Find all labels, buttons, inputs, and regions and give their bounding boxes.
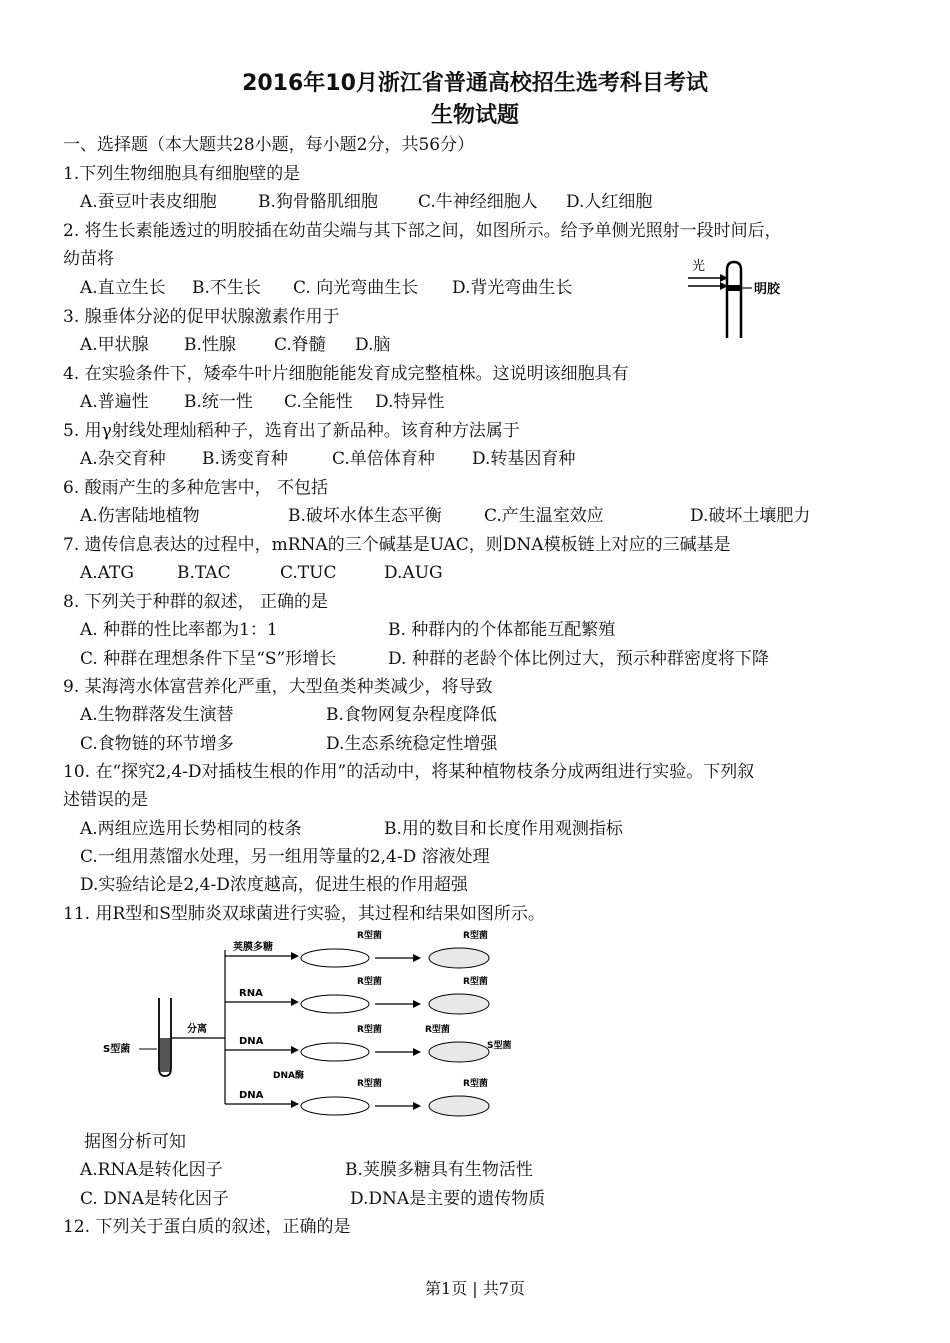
q8-stem: 8. 下列关于种群的叙述， 正确的是 — [63, 592, 329, 612]
q6-option-a: A.伤害陆地植物 — [80, 506, 200, 526]
q2-option-c: C. 向光弯曲生长 — [293, 278, 419, 298]
q10-option-c: C.一组用蒸馏水处理，另一组用等量的2,4-D 溶液处理 — [80, 847, 490, 867]
q5-stem: 5. 用γ射线处理灿稻种子，选育出了新品种。该育种方法属于 — [63, 421, 520, 441]
tube-sediment — [160, 1038, 170, 1072]
plate-3 — [301, 1043, 369, 1061]
result-plate-3 — [429, 1042, 489, 1062]
q11-stem: 11. 用R型和S型肺炎双球菌进行实验，其过程和结果如图所示。 — [63, 904, 545, 924]
q7-option-c: C.TUC — [280, 563, 337, 583]
gelatin-label: 明胶 — [754, 282, 781, 297]
arrow-tip-1 — [413, 954, 421, 962]
q8-option-b: B. 种群内的个体都能互配繁殖 — [388, 620, 616, 640]
branch-arrow-4 — [291, 1100, 299, 1108]
q3-option-c: C.脊髓 — [274, 335, 326, 355]
q10-option-a: A.两组应选用长势相同的枝条 — [80, 819, 302, 839]
branch-arrow-1 — [291, 952, 299, 960]
q9-option-d: D.生态系统稳定性增强 — [326, 734, 498, 754]
r-bac-1b: R型菌 — [463, 931, 488, 941]
q9-option-c: C.食物链的环节增多 — [80, 734, 234, 754]
q9-option-b: B.食物网复杂程度降低 — [326, 705, 497, 725]
q2-option-a: A.直立生长 — [80, 278, 166, 298]
q7-stem: 7. 遗传信息表达的过程中，mRNA的三个碱基是UAC，则DNA模板链上对应的三碱基是 — [63, 535, 731, 555]
q11-option-a: A.RNA是转化因子 — [80, 1160, 223, 1180]
exam-subtitle: 生物试题 — [430, 103, 519, 128]
q3-option-b: B.性腺 — [184, 335, 236, 355]
q4-stem: 4. 在实验条件下，矮牵牛叶片细胞能能发育成完整植株。这说明该细胞具有 — [63, 364, 629, 384]
q7-option-a: A.ATG — [80, 563, 134, 583]
q6-option-b: B.破坏水体生态平衡 — [288, 506, 442, 526]
q11-option-b: B.荚膜多糖具有生物活性 — [345, 1160, 533, 1180]
q1-option-b: B.狗骨骼肌细胞 — [258, 192, 378, 212]
q8-option-d: D. 种群的老龄个体比例过大，预示种群密度将下降 — [388, 649, 769, 669]
q1-option-d: D.人红细胞 — [566, 192, 653, 212]
row-rna — [225, 975, 489, 1014]
q7-option-d: D.AUG — [384, 563, 443, 583]
result-plate-1 — [429, 948, 489, 968]
q9-stem: 9. 某海湾水体富营养化严重，大型鱼类种类减少，将导致 — [63, 677, 493, 697]
q5-option-c: C.单倍体育种 — [332, 449, 435, 469]
q11-option-d: D.DNA是主要的遗传物质 — [350, 1189, 546, 1209]
result-plate-4 — [429, 1096, 489, 1116]
q4-option-d: D.特异性 — [375, 392, 445, 412]
q11-option-c: C. DNA是转化因子 — [80, 1189, 229, 1209]
exam-title: 2016年10月浙江省普通高校招生选考科目考试 — [242, 71, 708, 96]
q3-option-d: D.脑 — [355, 335, 391, 355]
light-label: 光 — [692, 259, 706, 274]
plate-1 — [301, 949, 369, 967]
result-plate-2 — [429, 994, 489, 1014]
q8-option-c: C. 种群在理想条件下呈“S”形增长 — [80, 649, 337, 669]
q10-stem: 10. 在“探究2,4-D对插枝生根的作用”的活动中，将某种植物枝条分成两组进行实验。下列叙 — [63, 762, 755, 782]
q3-stem: 3. 腺垂体分泌的促甲状腺激素作用于 — [63, 307, 340, 327]
dnase-label: DNA酶 — [273, 1071, 304, 1081]
q4-option-b: B.统一性 — [184, 392, 253, 412]
r-bac-1: R型菌 — [357, 931, 382, 941]
q8-option-a: A. 种群的性比率都为1：1 — [80, 620, 278, 640]
row-dna-dnase — [225, 1069, 489, 1116]
q1-option-c: C.牛神经细胞人 — [418, 192, 538, 212]
r-bac-3b: R型菌 — [425, 1025, 450, 1035]
row-dna — [225, 1023, 511, 1062]
row2-label: RNA — [239, 988, 263, 999]
seedling-outline — [727, 262, 741, 338]
q10-option-d: D.实验结论是2,4-D浓度越高，促进生根的作用超强 — [80, 875, 468, 895]
row1-label: 荚膜多糖 — [233, 942, 273, 953]
q6-option-c: C.产生温室效应 — [484, 506, 604, 526]
q12-stem: 12. 下列关于蛋白质的叙述，正确的是 — [63, 1217, 351, 1237]
plate-2 — [301, 995, 369, 1013]
row-polysaccharide — [225, 929, 489, 968]
q10-option-b: B.用的数目和长度作用观测指标 — [384, 819, 623, 839]
arrow-tip-4 — [413, 1102, 421, 1110]
q10-stem-cont: 述错误的是 — [63, 790, 148, 810]
branch-arrow-2 — [291, 998, 299, 1006]
q6-option-d: D.破坏土壤肥力 — [690, 506, 811, 526]
q6-stem: 6. 酸雨产生的多种危害中， 不包括 — [63, 478, 329, 498]
r-bac-4: R型菌 — [357, 1079, 382, 1089]
q7-option-b: B.TAC — [177, 563, 231, 583]
gelatin-block — [727, 285, 741, 291]
separate-label: 分离 — [187, 1024, 207, 1035]
q1-stem: 1.下列生物细胞具有细胞壁的是 — [63, 164, 301, 184]
arrow-tip-3 — [413, 1048, 421, 1056]
r-bac-3: R型菌 — [357, 1025, 382, 1035]
plate-4 — [301, 1097, 369, 1115]
q9-option-a: A.生物群落发生演替 — [80, 705, 234, 725]
q5-option-d: D.转基因育种 — [472, 449, 576, 469]
row3-label: DNA — [239, 1036, 264, 1047]
r-bac-4b: R型菌 — [463, 1079, 488, 1089]
arrow-tip-2 — [413, 1000, 421, 1008]
q4-option-a: A.普遍性 — [80, 392, 149, 412]
row4-label: DNA — [239, 1090, 264, 1101]
q2-stem: 2. 将生长素能透过的明胶插在幼苗尖端与其下部之间，如图所示。给予单侧光照射一段时间后， — [63, 221, 782, 241]
griffith-experiment-figure — [95, 928, 535, 1126]
q4-option-c: C.全能性 — [284, 392, 353, 412]
q2-stem-cont: 幼苗将 — [63, 249, 114, 269]
seedling-figure — [684, 254, 814, 344]
q1-option-a: A.蚕豆叶表皮细胞 — [80, 192, 217, 212]
branch-arrow-3 — [291, 1046, 299, 1054]
r-bac-2b: R型菌 — [463, 977, 488, 987]
page-footer: 第1页 | 共7页 — [425, 1279, 525, 1298]
q3-option-a: A.甲状腺 — [80, 335, 149, 355]
q5-option-b: B.诱变育种 — [202, 449, 288, 469]
section-heading: 一、选择题（本大题共28小题，每小题2分，共56分） — [63, 135, 475, 155]
q2-option-b: B.不生长 — [192, 278, 261, 298]
q5-option-a: A.杂交育种 — [80, 449, 166, 469]
q11-note: 据图分析可知 — [84, 1132, 186, 1152]
s-bac-3: S型菌 — [487, 1041, 512, 1051]
s-strain-label: S型菌 — [103, 1044, 131, 1055]
q2-option-d: D.背光弯曲生长 — [452, 278, 573, 298]
r-bac-2: R型菌 — [357, 977, 382, 987]
